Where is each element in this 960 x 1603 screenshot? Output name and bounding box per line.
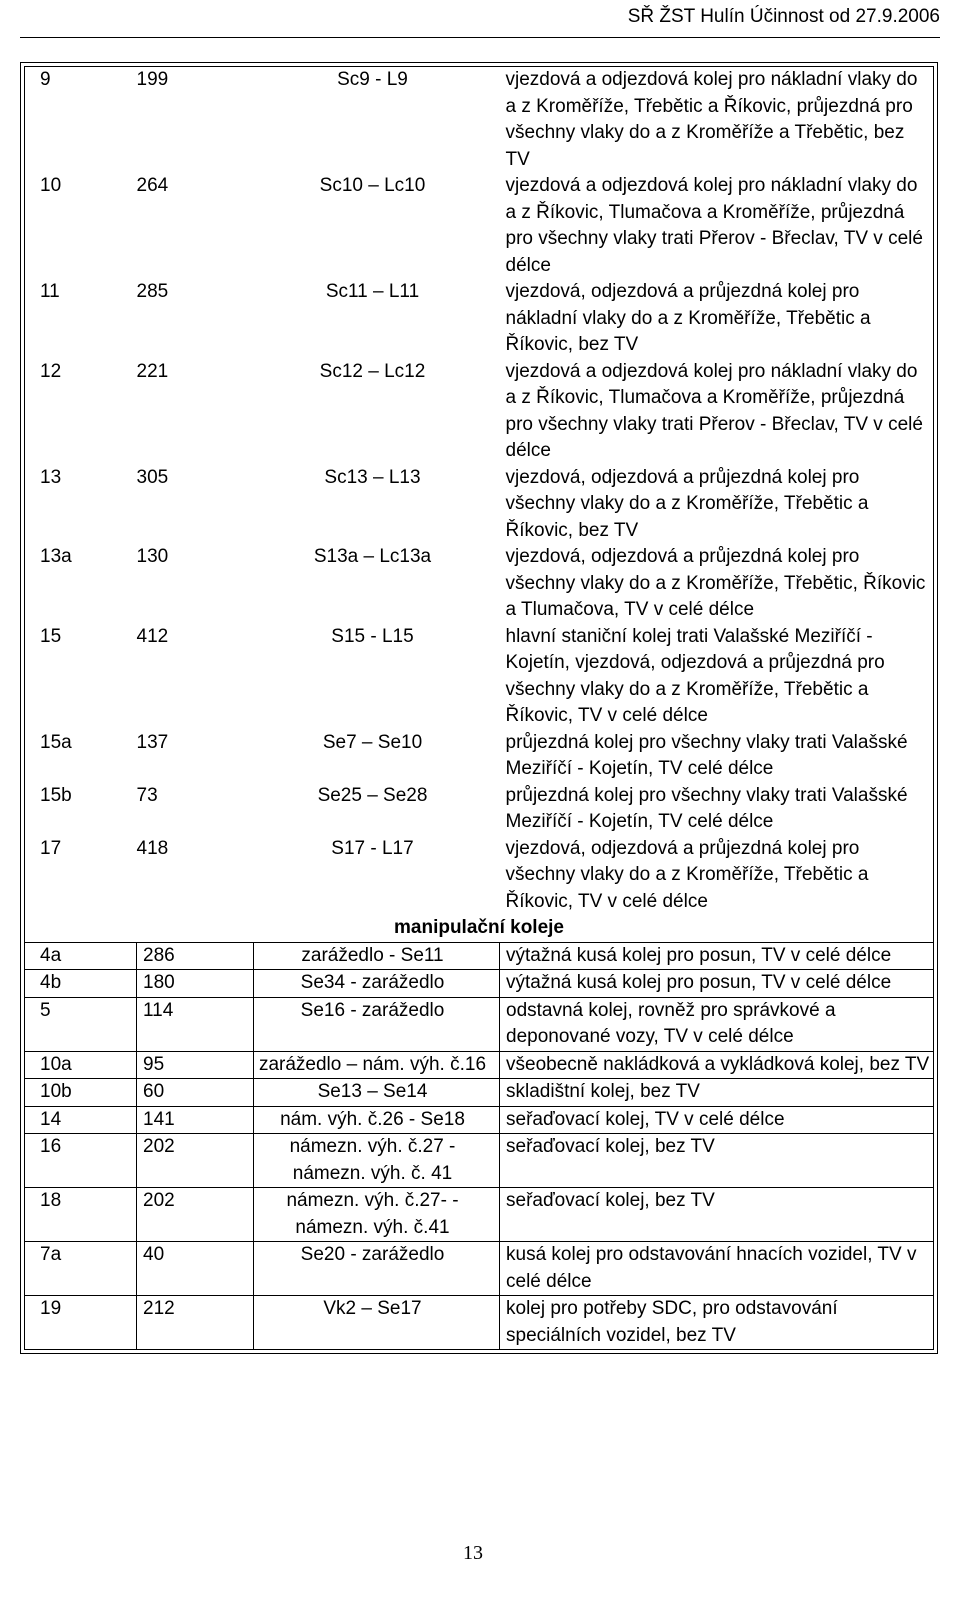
track-bounds: zarážedlo – nám. výh. č.16 [254,1051,500,1079]
track-number: 15 [40,625,62,647]
track-purpose: výtažná kusá kolej pro posun, TV v celé délce [500,970,934,998]
table-row [25,1106,933,1134]
track-bounds: S17 - L17 [331,837,414,859]
track-length: 212 [137,1296,254,1350]
track-length: 264 [136,175,169,196]
track-bounds: Se20 - zarážedlo [254,1242,500,1296]
track-purpose: hlavní staniční kolej trati Valašské Meziříčí - Kojetín, vjezdová, odjezdová a průjezdná pro všechny vlaky do a z Kroměříže, Třebětic a Říkovic, TV v celé délce [505,625,885,726]
track-number: 10a [40,1053,72,1075]
track-number: 4b [40,972,62,993]
table-row [25,173,933,279]
track-number: 13a [40,546,72,567]
track-number: 15b [40,784,72,806]
table-row [25,544,933,624]
page-number: 13 [463,1542,483,1564]
table-row [25,624,933,730]
track-purpose: seřaďovací kolej, bez TV [500,1134,934,1188]
track-bounds: Se34 - zarážedlo [254,970,500,998]
track-number: 10 [40,175,62,196]
track-purpose: všeobecně nakládková a vykládková kolej, bez TV [500,1051,934,1079]
track-purpose: průjezdná kolej pro všechny vlaky trati Valašské Meziříčí - Kojetín, TV celé délce [505,731,908,779]
track-bounds: Sc9 - L9 [337,69,408,90]
shunting-tracks-body [25,942,933,1349]
track-length: 202 [137,1188,254,1242]
track-number: 19 [40,1298,62,1319]
track-length: 418 [136,837,169,859]
table-row [25,279,933,359]
document-header: SŘ ŽST Hulín Účinnost od 27.9.2006 [627,6,940,27]
track-purpose: vjezdová, odjezdová a průjezdná kolej pro všechny vlaky do a z Kroměříže, Třebětic a Říkovic, TV v celé délce [505,837,869,912]
track-bounds: zarážedlo - Se11 [254,942,500,970]
section-title: manipulační koleje [394,917,564,938]
track-number: 14 [40,1108,62,1130]
track-length: 60 [137,1079,254,1107]
track-number: 11 [40,281,60,302]
table-row [25,1134,933,1188]
section-heading-row [25,915,933,942]
track-purpose: seřaďovací kolej, TV v celé délce [500,1106,934,1134]
track-purpose: výtažná kusá kolej pro posun, TV v celé délce [500,942,934,970]
track-length: 221 [136,360,169,382]
track-bounds: Sc13 – L13 [324,466,421,488]
track-number: 10b [40,1081,72,1102]
table-row [25,836,933,916]
track-table [25,67,933,1349]
track-number: 7a [40,1244,62,1265]
table-row [25,1188,933,1242]
track-bounds: Se13 – Se14 [254,1079,500,1107]
track-purpose: seřaďovací kolej, bez TV [500,1188,934,1242]
track-bounds: Se7 – Se10 [322,731,423,753]
track-length: 286 [137,942,254,970]
table-row [25,730,933,783]
table-row [25,970,933,998]
track-purpose: vjezdová, odjezdová a průjezdná kolej pro všechny vlaky do a z Kroměříže, Třebětic a Říkovic, bez TV [505,466,869,541]
track-number: 4a [40,944,62,966]
track-bounds: Sc12 – Lc12 [319,360,426,382]
track-table-inner-border [24,66,934,1350]
track-purpose: vjezdová a odjezdová kolej pro nákladní vlaky do a z Kroměříže, Třebětic a Říkovic, průjezdná pro všechny vlaky do a z Kroměříže a Třebětic, bez TV [505,69,918,170]
track-bounds: S13a – Lc13a [313,546,432,567]
track-number: 16 [40,1136,62,1157]
track-bounds: námezn. výh. č.27 - námezn. výh. č. 41 [254,1134,500,1188]
track-bounds: Se25 – Se28 [317,784,428,806]
track-number: 15a [40,731,72,753]
track-length: 141 [137,1106,254,1134]
track-bounds: Sc10 – Lc10 [319,175,426,196]
track-purpose: vjezdová, odjezdová a průjezdná kolej pro nákladní vlaky do a z Kroměříže, Třebětic a Říkovic, bez TV [505,281,871,355]
table-row [25,465,933,545]
table-row [25,1079,933,1107]
main-tracks-body [25,67,933,942]
header-divider [20,37,940,38]
track-bounds: nám. výh. č.26 - Se18 [254,1106,500,1134]
track-purpose: skladištní kolej, bez TV [500,1079,934,1107]
track-number: 18 [40,1190,62,1211]
track-bounds: Sc11 – L11 [325,281,420,302]
track-length: 137 [136,731,169,753]
table-row [25,997,933,1051]
track-purpose: kusá kolej pro odstavování hnacích vozidel, TV v celé délce [500,1242,934,1296]
track-purpose: vjezdová, odjezdová a průjezdná kolej pro všechny vlaky do a z Kroměříže, Třebětic, Říkovic a Tlumačova, TV v celé délce [505,546,926,620]
table-row [25,359,933,465]
track-number: 13 [40,466,62,488]
table-row [25,783,933,836]
track-purpose: vjezdová a odjezdová kolej pro nákladní vlaky do a z Říkovic, Tlumačova a Kroměříže, průjezdná pro všechny vlaky trati Přerov - Břeclav, TV v celé délce [505,175,923,276]
track-bounds: Se16 - zarážedlo [254,997,500,1051]
track-length: 40 [137,1242,254,1296]
track-length: 180 [137,970,254,998]
track-purpose: vjezdová a odjezdová kolej pro nákladní vlaky do a z Říkovic, Tlumačova a Kroměříže, průjezdná pro všechny vlaky trati Přerov - Břeclav, TV v celé délce [505,360,923,461]
track-length: 95 [137,1051,254,1079]
track-length: 202 [137,1134,254,1188]
track-bounds: S15 - L15 [331,625,414,647]
table-row [25,67,933,173]
track-length: 305 [136,466,169,488]
table-row [25,1242,933,1296]
track-number: 5 [40,999,51,1021]
track-length: 285 [136,281,169,302]
track-purpose: průjezdná kolej pro všechny vlaky trati Valašské Meziříčí - Kojetín, TV celé délce [505,784,908,832]
track-length: 114 [137,997,254,1051]
track-purpose: kolej pro potřeby SDC, pro odstavování speciálních vozidel, bez TV [500,1296,934,1350]
track-table-frame [20,62,938,1354]
track-bounds: Vk2 – Se17 [254,1296,500,1350]
track-length: 130 [136,546,169,567]
table-row [25,1296,933,1350]
track-number: 12 [40,360,62,382]
track-length: 199 [136,69,169,90]
track-length: 412 [136,625,169,647]
table-row [25,942,933,970]
track-number: 17 [40,837,62,859]
track-purpose: odstavná kolej, rovněž pro správkové a deponované vozy, TV v celé délce [500,997,934,1051]
table-row [25,1051,933,1079]
track-length: 73 [136,784,158,806]
track-bounds: námezn. výh. č.27- - námezn. výh. č.41 [254,1188,500,1242]
track-number: 9 [40,69,51,90]
